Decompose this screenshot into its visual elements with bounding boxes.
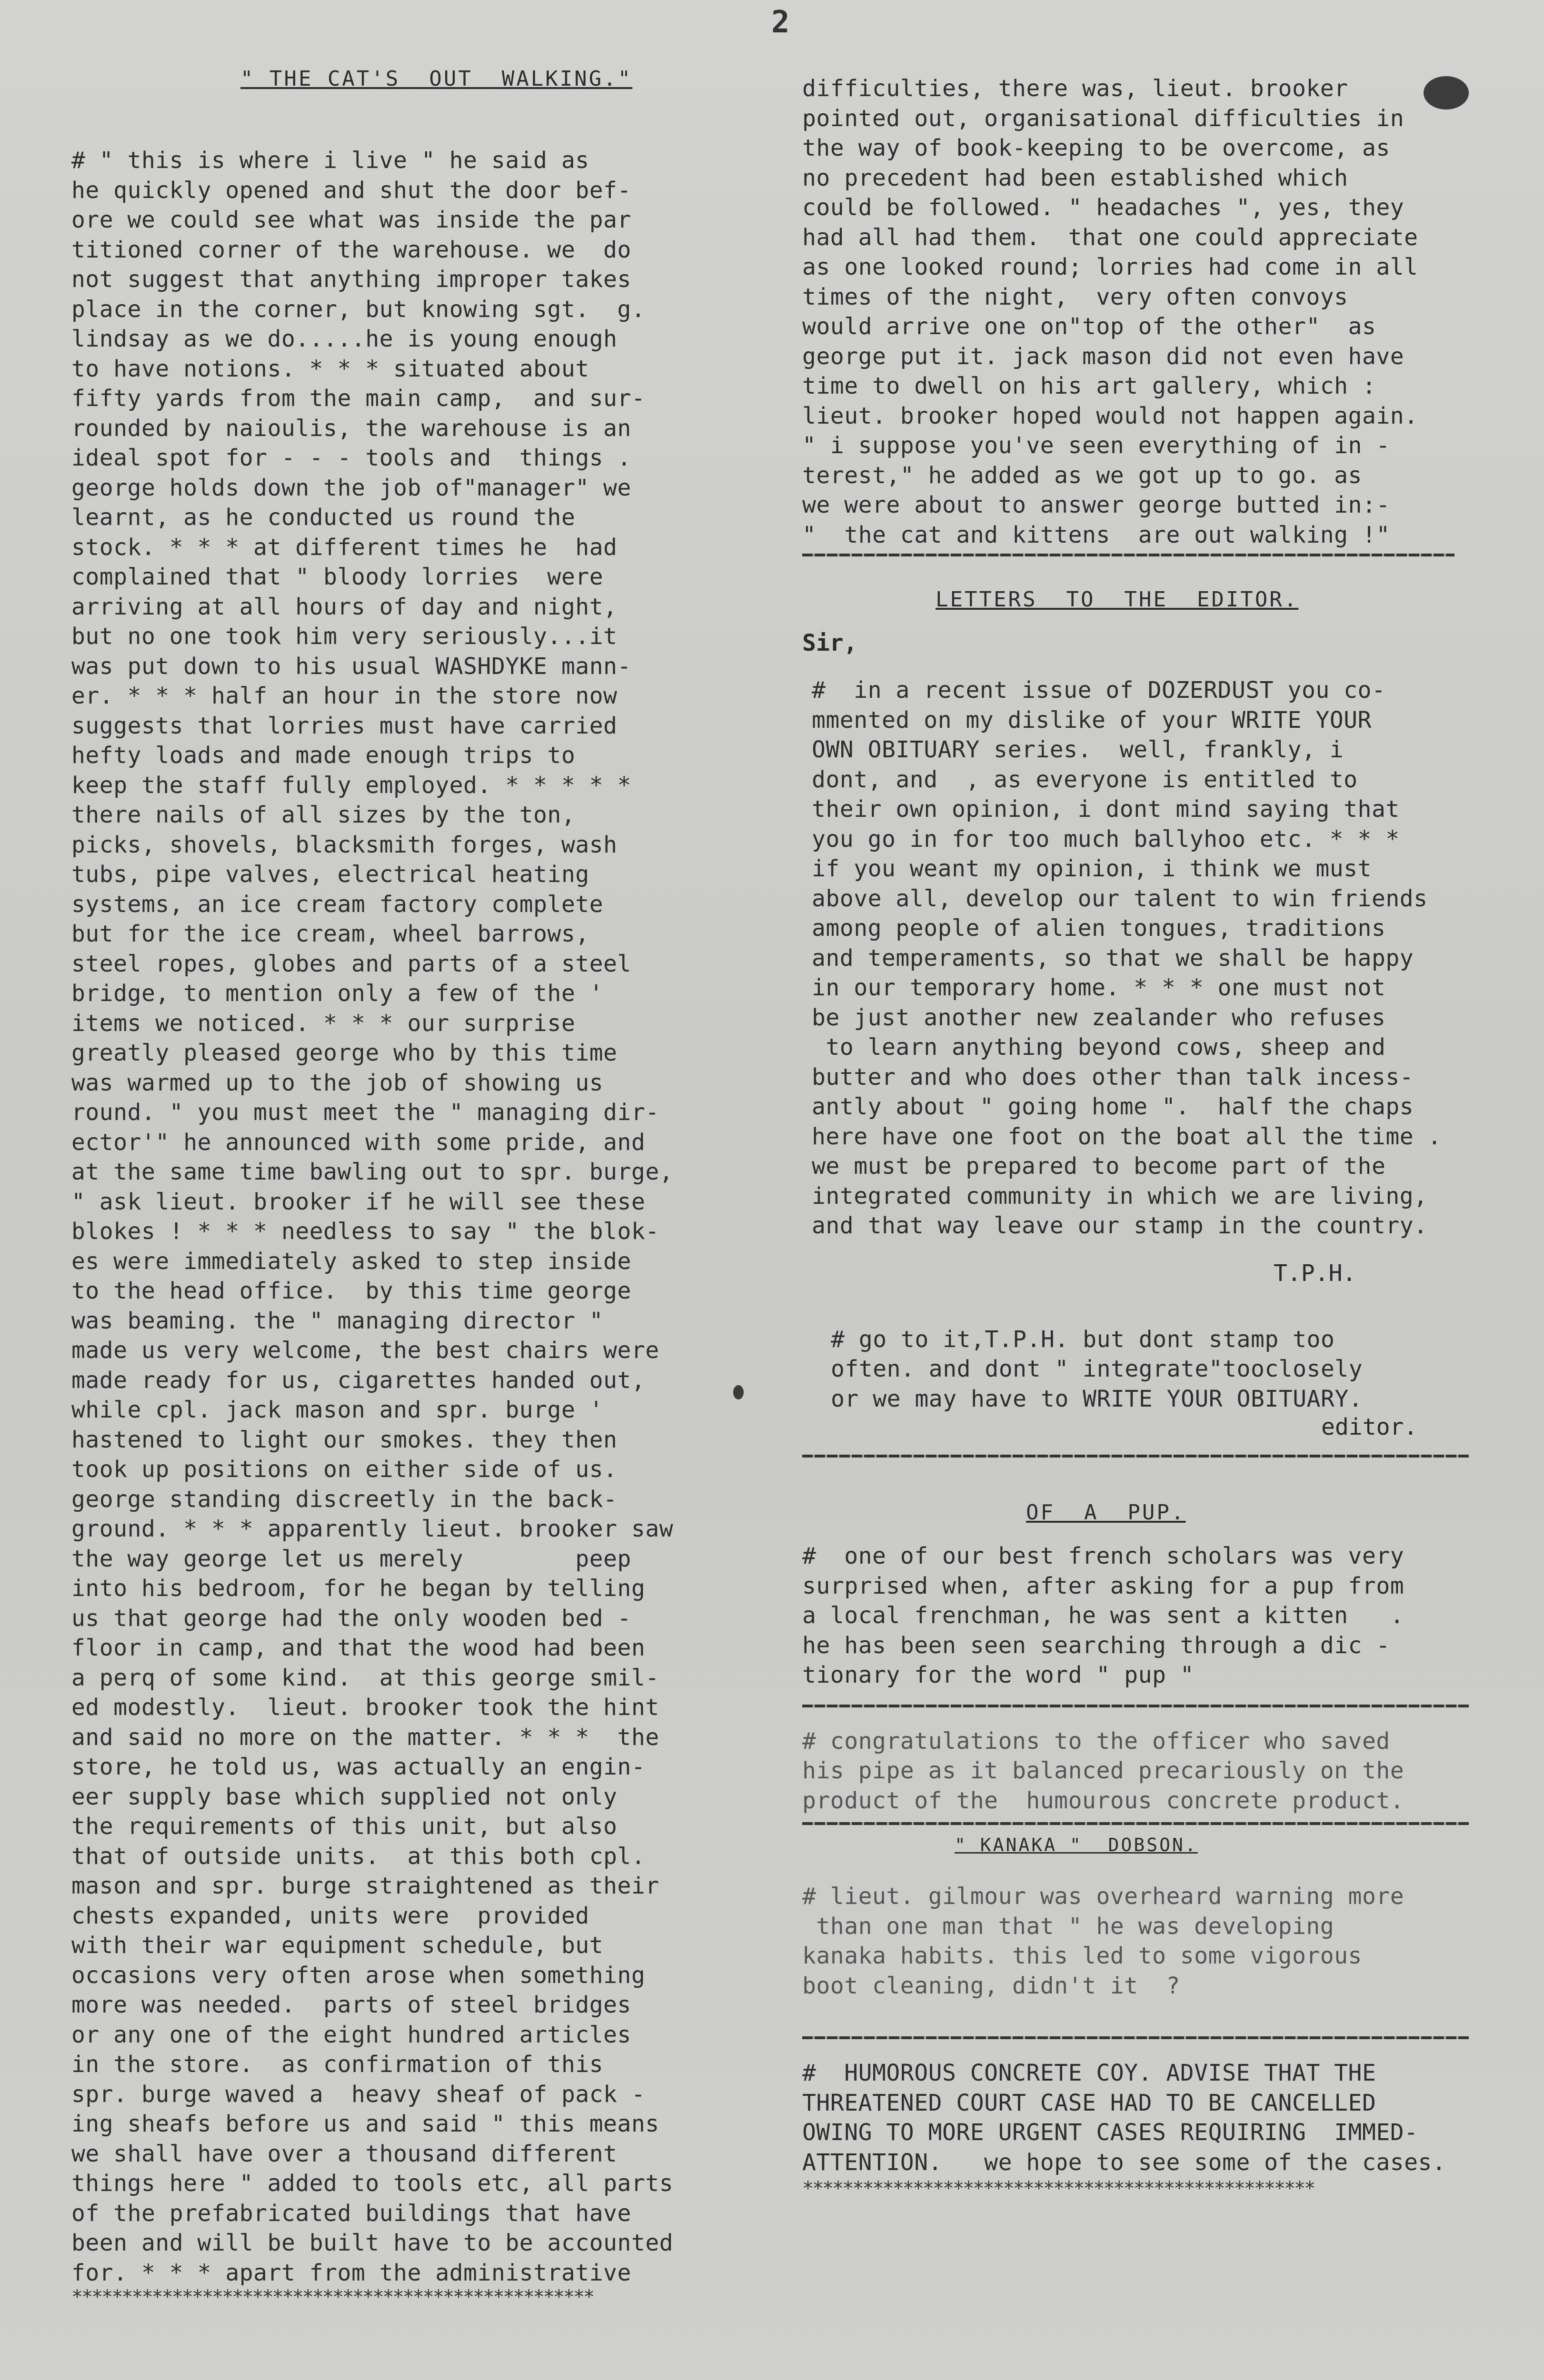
text-line: george holds down the job of"manager" we	[71, 474, 631, 501]
text-line: butter and who does other than talk incess-	[812, 1063, 1414, 1091]
text-line: round. " you must meet the " managing dir-	[71, 1099, 659, 1126]
concrete-body	[802, 2058, 1497, 2177]
text-line: # go to it,T.P.H. but dont stamp too	[831, 1326, 1335, 1353]
section-divider	[802, 1705, 1469, 1707]
text-line: for. * * * apart from the administrative	[71, 2259, 631, 2286]
ink-mark-icon	[733, 1385, 744, 1399]
text-line: integrated community in which we are living,	[812, 1182, 1428, 1210]
text-line: a perq of some kind. at this george smil-	[71, 1664, 659, 1691]
text-line: ore we could see what was inside the par	[71, 207, 631, 233]
text-line: time to dwell on his art gallery, which :	[802, 373, 1376, 399]
text-line: pointed out, organisational difficulties in	[802, 105, 1405, 132]
text-line: above all, develop our talent to win friends	[812, 885, 1428, 912]
article-continuation	[802, 74, 1497, 550]
text-line: there nails of all sizes by the ton,	[71, 802, 576, 828]
text-line: place in the corner, but knowing sgt. g.	[71, 296, 646, 323]
text-line: keep the staff fully employed. * * * * *	[71, 772, 631, 799]
text-line: fifty yards from the main camp, and sur-	[71, 385, 646, 412]
text-line: while cpl. jack mason and spr. burge '	[71, 1397, 604, 1423]
text-line: the requirements of this unit, but also	[71, 1813, 618, 1840]
text-line: rounded by naioulis, the warehouse is an	[71, 415, 631, 442]
text-line: " i suppose you've seen everything of in -	[802, 432, 1390, 459]
text-line: OWING TO MORE URGENT CASES REQUIRING IMMED-	[802, 2119, 1418, 2146]
text-line: would arrive one on"top of the other" as	[802, 313, 1376, 340]
text-line: made us very welcome, the best chairs were	[71, 1337, 659, 1364]
text-line: he has been seen searching through a dic -	[802, 1632, 1390, 1659]
text-line: mmented on my dislike of your WRITE YOUR	[812, 706, 1372, 734]
text-line: things here " added to tools etc, all parts	[71, 2170, 674, 2197]
section-divider	[802, 1455, 1469, 1458]
text-line: or we may have to WRITE YOUR OBITUARY.	[831, 1385, 1363, 1412]
text-line: their own opinion, i dont mind saying that	[812, 796, 1400, 823]
text-line: ector'" he announced with some pride, and	[71, 1129, 646, 1156]
text-line: and said no more on the matter. * * * the	[71, 1724, 659, 1751]
text-line: into his bedroom, for he began by telling	[71, 1575, 646, 1602]
text-line: in our temporary home. * * * one must not	[812, 974, 1386, 1001]
text-line: but no one took him very seriously...it	[71, 623, 618, 650]
text-line: often. and dont " integrate"tooclosely	[831, 1356, 1363, 1382]
text-line: with their war equipment schedule, but	[71, 1932, 604, 1959]
text-line: OWN OBITUARY series. well, frankly, i	[812, 736, 1344, 763]
text-line: we must be prepared to become part of the	[812, 1153, 1386, 1180]
text-line: among people of alien tongues, traditions	[812, 915, 1386, 942]
text-line: was put down to his usual WASHDYKE mann-	[71, 653, 631, 680]
text-line: # one of our best french scholars was very	[802, 1543, 1405, 1569]
text-line: blokes ! * * * needless to say " the blok-	[71, 1218, 659, 1245]
text-line: items we noticed. * * * our surprise	[71, 1010, 576, 1037]
text-line: kanaka habits. this led to some vigorous	[802, 1943, 1362, 1969]
text-line: systems, an ice cream factory complete	[71, 891, 604, 918]
text-line: to have notions. * * * situated about	[71, 355, 589, 382]
text-line: picks, shovels, blacksmith forges, wash	[71, 831, 618, 858]
text-line: that of outside units. at this both cpl.	[71, 1843, 646, 1870]
text-line: us that george had the only wooden bed -	[71, 1605, 631, 1632]
text-line: mason and spr. burge straightened as their	[71, 1873, 659, 1899]
text-line: learnt, as he conducted us round the	[71, 504, 576, 531]
pup-heading: OF A PUP.	[1026, 1500, 1186, 1525]
text-line: we were about to answer george butted in:-	[802, 492, 1390, 518]
text-line: could be followed. " headaches ", yes, they	[802, 194, 1405, 221]
right-column	[802, 0, 1497, 2198]
text-line: was beaming. the " managing director "	[71, 1307, 604, 1334]
text-line: lieut. brooker hoped would not happen again.	[802, 402, 1418, 429]
text-line: boot cleaning, didn't it ?	[802, 1972, 1180, 1999]
text-line: # HUMOROUS CONCRETE COY. ADVISE THAT THE	[802, 2060, 1376, 2086]
text-line: surprised when, after asking for a pup from	[802, 1572, 1405, 1599]
text-line: as one looked round; lorries had come in all	[802, 254, 1418, 280]
text-line: the way of book-keeping to be overcome, as	[802, 135, 1390, 161]
text-line: ideal spot for - - - tools and things .	[71, 445, 631, 471]
kanaka-heading: " KANAKA " DOBSON.	[955, 1835, 1198, 1855]
text-line: store, he told us, was actually an engin-	[71, 1754, 646, 1780]
text-line: chests expanded, units were provided	[71, 1902, 589, 1929]
text-line: made ready for us, cigarettes handed out,	[71, 1367, 646, 1394]
text-line: arriving at all hours of day and night,	[71, 593, 618, 620]
text-line: complained that " bloody lorries were	[71, 564, 604, 590]
text-line: and temperaments, so that we shall be happy	[812, 944, 1414, 972]
text-line: es were immediately asked to step inside	[71, 1248, 631, 1275]
section-divider	[802, 2036, 1469, 2039]
text-line: was warmed up to the job of showing us	[71, 1069, 604, 1096]
text-line: we shall have over a thousand different	[71, 2140, 618, 2167]
text-line: suggests that lorries must have carried	[71, 712, 618, 739]
text-line: ing sheafs before us and said " this means	[71, 2111, 659, 2137]
text-line: more was needed. parts of steel bridges	[71, 1992, 631, 2018]
letter-body	[812, 675, 1497, 1241]
section-divider	[802, 554, 1454, 556]
text-line: of the prefabricated buildings that have	[71, 2200, 631, 2227]
text-line: product of the humourous concrete product.	[802, 1787, 1405, 1814]
text-line: took up positions on either side of us.	[71, 1456, 618, 1483]
letter-salutation: Sir,	[802, 630, 857, 656]
section-divider	[802, 1822, 1469, 1825]
text-line: THREATENED COURT CASE HAD TO BE CANCELLED	[802, 2089, 1376, 2116]
text-line: difficulties, there was, lieut. brooker	[802, 75, 1348, 102]
text-line: george put it. jack mason did not even have	[802, 343, 1405, 370]
text-line: he quickly opened and shut the door bef-	[71, 177, 631, 204]
text-line: spr. burge waved a heavy sheaf of pack -	[71, 2081, 646, 2108]
letter-signature: T.P.H.	[1274, 1259, 1356, 1287]
text-line: had all had them. that one could appreciate	[802, 224, 1418, 251]
editor-signature: editor.	[1321, 1414, 1418, 1440]
text-line: steel ropes, globes and parts of a steel	[71, 950, 631, 977]
text-line: to the head office. by this time george	[71, 1278, 631, 1304]
text-line: no precedent had been established which	[802, 164, 1348, 191]
text-line: than one man that " he was developing	[802, 1913, 1335, 1940]
kanaka-body	[802, 1882, 1497, 2001]
text-line: not suggest that anything improper takes	[71, 266, 631, 293]
text-line: dont, and , as everyone is entitled to	[812, 766, 1358, 793]
text-line: floor in camp, and that the wood had been	[71, 1635, 646, 1661]
text-line: tubs, pipe valves, electrical heating	[71, 861, 589, 888]
star-rule: ****************************************************	[71, 2288, 594, 2307]
text-line: occasions very often arose when something	[71, 1962, 646, 1989]
text-line: been and will be built have to be accounted	[71, 2230, 674, 2256]
text-line: you go in for too much ballyhoo etc. * * *	[812, 825, 1400, 853]
text-line: but for the ice cream, wheel barrows,	[71, 921, 589, 947]
text-line: lindsay as we do.....he is young enough	[71, 326, 618, 352]
article-heading: " THE CAT'S OUT WALKING."	[240, 67, 633, 91]
text-line: hastened to light our smokes. they then	[71, 1426, 618, 1453]
text-line: tionary for the word " pup "	[802, 1662, 1195, 1688]
article-body	[71, 146, 771, 2288]
ink-blot-icon	[1424, 76, 1469, 109]
text-line: eer supply base which supplied not only	[71, 1783, 618, 1810]
text-line: er. * * * half an hour in the store now	[71, 683, 618, 709]
congrats-body	[802, 1726, 1497, 1816]
text-line: here have one foot on the boat all the time .	[812, 1123, 1442, 1150]
text-line: ed modestly. lieut. brooker took the hint	[71, 1694, 659, 1721]
text-line: at the same time bawling out to spr. burge,	[71, 1159, 674, 1185]
text-line: " the cat and kittens are out walking !"	[802, 521, 1390, 548]
text-line: george standing discreetly in the back-	[71, 1486, 618, 1513]
page-number: 2	[771, 5, 790, 40]
star-rule: ***************************************************	[802, 2179, 1315, 2198]
text-line: titioned corner of the warehouse. we do	[71, 236, 631, 263]
text-line: and that way leave our stamp in the country.	[812, 1212, 1428, 1239]
editor-reply	[831, 1325, 1497, 1414]
text-line: or any one of the eight hundred articles	[71, 2021, 631, 2048]
text-line: the way george let us merely peep	[71, 1545, 631, 1572]
text-line: ATTENTION. we hope to see some of the cases.	[802, 2149, 1446, 2176]
text-line: a local frenchman, he was sent a kitten .	[802, 1602, 1405, 1629]
text-line: to learn anything beyond cows, sheep and	[812, 1034, 1386, 1061]
text-line: # in a recent issue of DOZERDUST you co-	[812, 677, 1386, 704]
text-line: in the store. as confirmation of this	[71, 2051, 604, 2078]
text-line: ground. * * * apparently lieut. brooker saw	[71, 1516, 674, 1542]
text-line: bridge, to mention only a few of the '	[71, 980, 604, 1007]
text-line: terest," he added as we got up to go. as	[802, 462, 1362, 489]
text-line: be just another new zealander who refuses	[812, 1004, 1386, 1031]
text-line: stock. * * * at different times he had	[71, 534, 618, 561]
text-line: # " this is where i live " he said as	[71, 147, 589, 174]
left-column	[71, 0, 771, 2307]
text-line: times of the night, very often convoys	[802, 283, 1348, 310]
text-line: antly about " going home ". half the chaps	[812, 1093, 1414, 1120]
text-line: # congratulations to the officer who saved	[802, 1727, 1390, 1755]
text-line: " ask lieut. brooker if he will see these	[71, 1188, 646, 1215]
text-line: his pipe as it balanced precariously on the	[802, 1757, 1405, 1784]
text-line: # lieut. gilmour was overheard warning more	[802, 1883, 1405, 1910]
text-line: if you weant my opinion, i think we must	[812, 855, 1372, 882]
text-line: greatly pleased george who by this time	[71, 1040, 618, 1066]
text-line: hefty loads and made enough trips to	[71, 742, 576, 769]
letters-heading: LETTERS TO THE EDITOR.	[936, 587, 1299, 612]
pup-body	[802, 1541, 1497, 1690]
